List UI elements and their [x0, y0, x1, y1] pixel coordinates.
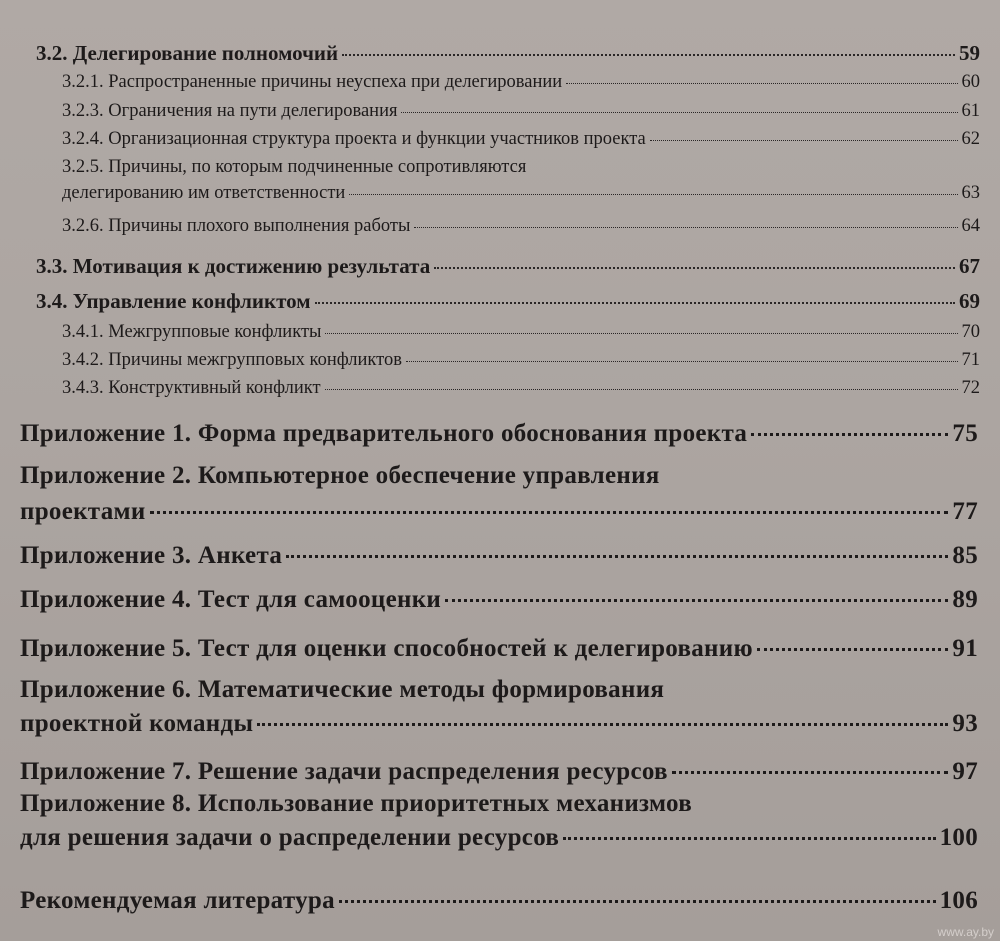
toc-entry-title: 3.2.1. Распространенные причины неуспеха при делегировании	[62, 72, 563, 92]
toc-page-number: 85	[952, 542, 978, 569]
toc-entry-appendix-4	[20, 586, 978, 614]
toc-entry-title: 3.4.1. Межгрупповые конфликты	[62, 322, 322, 342]
toc-page-number: 106	[939, 887, 978, 914]
toc-page-number: 63	[961, 183, 980, 203]
dot-leader	[150, 511, 949, 514]
toc-entry-title: 3.2.3. Ограничения на пути делегирования	[62, 101, 398, 121]
dot-leader	[445, 599, 948, 602]
toc-entry-title-line1: Приложение 8. Использование приоритетных механизмов	[20, 790, 693, 817]
toc-entry-title: 3.2.6. Причины плохого выполнения работы	[62, 216, 411, 236]
toc-entry-3-4-1	[62, 322, 980, 343]
toc-page-number: 89	[952, 586, 978, 613]
toc-page-number: 62	[961, 129, 980, 149]
dot-leader	[401, 112, 957, 113]
toc-page-number: 77	[952, 498, 978, 525]
toc-page-number: 69	[959, 289, 980, 313]
toc-entry-title: 3.4.3. Конструктивный конфликт	[62, 378, 321, 398]
dot-leader	[257, 723, 948, 726]
dot-leader	[325, 333, 957, 334]
dot-leader	[757, 648, 949, 651]
toc-entry-title: 3.4.2. Причины межгрупповых конфликтов	[62, 350, 402, 370]
toc-page-number: 93	[952, 710, 978, 737]
dot-leader	[286, 555, 948, 558]
dot-leader	[414, 227, 957, 228]
dot-leader	[342, 54, 955, 56]
dot-leader	[566, 83, 957, 84]
toc-entry-appendix-5	[20, 635, 978, 663]
toc-entry-3-2-5	[62, 157, 980, 204]
toc-page-number: 59	[959, 41, 980, 65]
toc-entry-3-3	[36, 254, 980, 279]
toc-entry-3-2-6	[62, 216, 980, 237]
dot-leader	[349, 194, 957, 195]
dot-leader	[751, 433, 948, 436]
toc-entry-appendix-6	[20, 676, 978, 738]
toc-entry-title-line1: 3.2.5. Причины, по которым подчиненные сопротивляются	[62, 157, 527, 177]
toc-entry-title: 3.3. Мотивация к достижению результата	[36, 254, 431, 278]
toc-page-number: 64	[961, 216, 980, 236]
dot-leader	[325, 389, 958, 390]
toc-entry-title: Приложение 7. Решение задачи распределения ресурсов	[20, 758, 668, 785]
dot-leader	[406, 361, 958, 362]
toc-entry-title: Приложение 3. Анкета	[20, 542, 283, 569]
toc-entry-appendix-1	[20, 420, 978, 448]
toc-entry-3-4-3	[62, 378, 980, 399]
dot-leader	[563, 837, 935, 840]
dot-leader	[672, 771, 949, 774]
toc-entry-literature	[20, 887, 978, 915]
toc-entry-title: 3.4. Управление конфликтом	[36, 289, 311, 313]
toc-entry-title: 3.2. Делегирование полномочий	[36, 41, 339, 65]
toc-entry-appendix-8	[20, 790, 978, 852]
watermark: www.ay.by	[937, 925, 994, 939]
toc-entry-title-line1: Приложение 2. Компьютерное обеспечение управления	[20, 462, 660, 489]
toc-entry-appendix-2	[20, 462, 978, 526]
toc-entry-appendix-3	[20, 542, 978, 570]
toc-entry-3-2-3	[62, 101, 980, 122]
dot-leader	[315, 302, 955, 304]
toc-entry-title-line2: делегированию им ответственности	[62, 183, 346, 203]
toc-page-number: 71	[961, 350, 980, 370]
toc-entry-title: Рекомендуемая литература	[20, 887, 335, 914]
toc-entry-title: 3.2.4. Организационная структура проекта и функции участников проекта	[62, 129, 646, 149]
toc-page-number: 100	[939, 824, 978, 851]
toc-page-number: 75	[952, 420, 978, 447]
toc-entry-title-line1: Приложение 6. Математические методы формирования	[20, 676, 665, 703]
toc-entry-title-line2: для решения задачи о распределении ресурсов	[20, 824, 560, 851]
toc-entry-3-2-4	[62, 129, 980, 150]
dot-leader	[434, 267, 955, 269]
toc-page-number: 70	[961, 322, 980, 342]
dot-leader	[650, 140, 958, 141]
toc-entry-3-4	[36, 289, 980, 314]
toc-entry-3-2-1	[62, 72, 980, 93]
toc-page-number: 61	[961, 101, 980, 121]
toc-page-number: 72	[961, 378, 980, 398]
toc-entry-title: Приложение 4. Тест для самооценки	[20, 586, 442, 613]
toc-page-number: 97	[952, 758, 978, 785]
toc-entry-title: Приложение 5. Тест для оценки способностей к делегированию	[20, 635, 753, 662]
toc-page-number: 60	[961, 72, 980, 92]
toc-page-number: 91	[952, 635, 978, 662]
toc-entry-appendix-7	[20, 758, 978, 786]
toc-page-number: 67	[959, 254, 980, 278]
toc-entry-title-line2: проектами	[20, 498, 146, 525]
toc-entry-title: Приложение 1. Форма предварительного обоснования проекта	[20, 420, 748, 447]
toc-entry-3-2	[36, 41, 980, 66]
toc-entry-3-4-2	[62, 350, 980, 371]
dot-leader	[339, 900, 936, 903]
toc-entry-title-line2: проектной команды	[20, 710, 254, 737]
